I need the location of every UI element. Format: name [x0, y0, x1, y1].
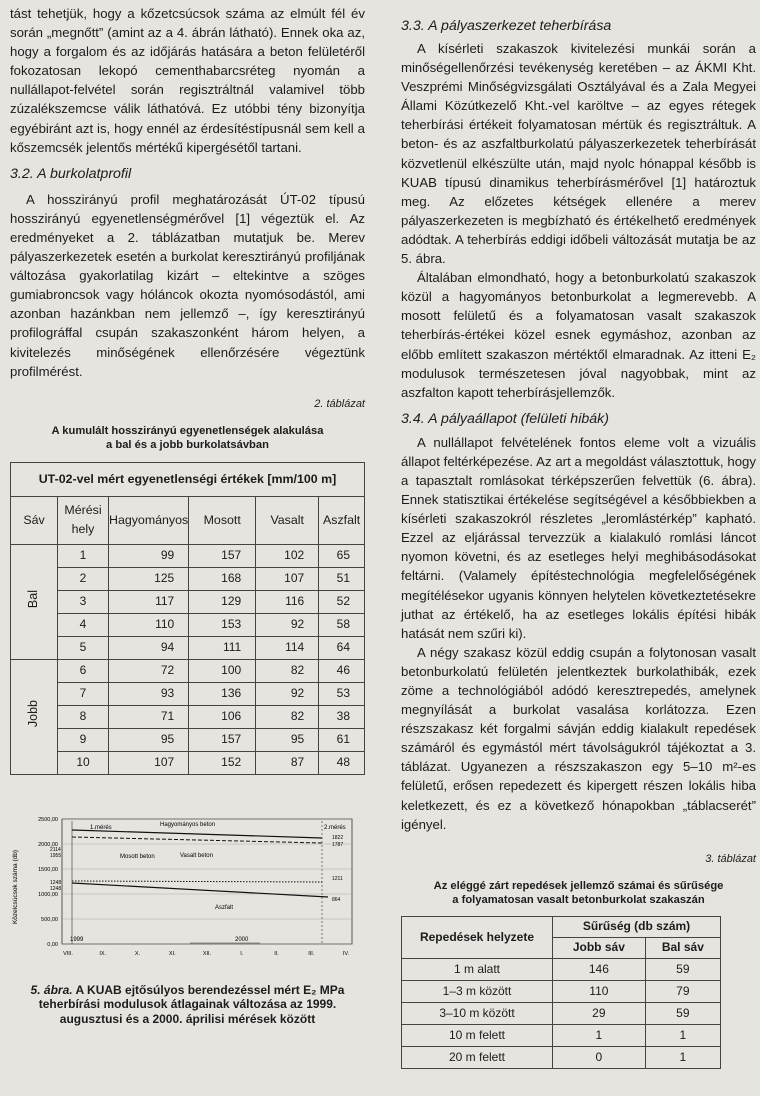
fig5-xtick-label: X. [134, 950, 141, 957]
table-cell: 7 [58, 682, 109, 705]
table-cell: 1 [58, 544, 109, 567]
figure-5-caption [10, 983, 365, 1027]
table-cell: 6 [58, 659, 109, 682]
table-cell: 0 [553, 1046, 646, 1068]
figure-5-chart [10, 813, 365, 961]
table-3 [401, 916, 721, 1069]
table-cell: 59 [645, 1002, 720, 1024]
fig5-caption-text: A KUAB ejtősúlyos berendezéssel mért E₂ MPa teherbírási modulusok átlagainak változása az 1999. augusztusi és a 2000. áprilisi mérések között [38, 982, 345, 1026]
right-column [401, 0, 756, 1069]
fig5-xtick-label: VIII. [63, 950, 73, 957]
left-column [10, 0, 365, 1026]
table-cell: 1 [645, 1024, 720, 1046]
table-cell: 10 m felett [402, 1024, 553, 1046]
table2-col-meresi-hely: Mérési hely [58, 496, 109, 544]
table2-col-hagyomanyos: Hagyományos [109, 496, 189, 544]
table-cell: 51 [319, 567, 365, 590]
table-cell: 79 [645, 980, 720, 1002]
table-cell: 65 [319, 544, 365, 567]
table-cell: 99 [109, 544, 189, 567]
table-cell: 3 [58, 590, 109, 613]
table-cell: 157 [189, 728, 256, 751]
table-cell: 1 [645, 1046, 720, 1068]
fig5-label-hagyomanyos: Hagyományos beton [160, 821, 216, 828]
table3-col-position: Repedések helyzete [402, 916, 553, 958]
table2-col-sav: Sáv [11, 496, 58, 544]
table-cell: 59 [645, 958, 720, 980]
table-cell: 92 [256, 613, 319, 636]
fig5-ytick-label: 1000,00 [38, 891, 58, 898]
fig5-ytick-label: 1500,00 [38, 866, 58, 873]
fig5-ytick-label: 2500,00 [38, 816, 58, 823]
fig5-xticks [63, 951, 349, 957]
fig5-xtick-label: IV. [342, 950, 350, 957]
heading-3-2: 3.2. A burkolatprofil [10, 165, 132, 182]
fig5-year-start: 1999 [70, 936, 84, 943]
fig5-xtick-label: III. [308, 950, 315, 957]
table3-title [401, 879, 756, 908]
table-2 [10, 462, 365, 775]
table-cell: 46 [319, 659, 365, 682]
table-cell: 106 [189, 705, 256, 728]
table-row [11, 682, 365, 705]
fig5-ylabel: Közelcsúcsok száma (db) [12, 849, 19, 924]
table-cell: 82 [256, 659, 319, 682]
table-row [402, 958, 721, 980]
fig5-label-vasalt: Vasalt beton [180, 852, 213, 859]
table-cell: 153 [189, 613, 256, 636]
paragraph-intro: tást tehetjük, hogy a kőzetcsúcsok száma az elmúlt fél év során „megnőtt” (amint az a 4. ábrán látható). Ennek oka az, hogy a forgalom és az időjárás hatására a beton felületéről fokozatosan lekopó cementhabarcsréteg nyomán a nullállapot-felvétel során regisztráltnál valamivel több zúzalékszemcse válik láthatóvá. Ez utóbbi tény bizonyítja egyébiránt azt is, hogy ennél az érdesítéstípusnál sem kell a kőszemcsék jelentős mértékű kipergésétől tartani. [10, 6, 365, 155]
paragraph-3-4b: A négy szakasz közül eddig csupán a folytonosan vasalt betonburkolatú felületén jelentkeztek burkolathibák, ezek zöme a technológiából adódó keresztrepedés, amelynek megnyílását a burkolat vasalása korlátozza. Ezen részszakasz két forgalmi sávján eddig kialakult repedések számáról és egymástól mért távolságukról tájékoztat a 3. táblázat. Ugyanezen a részszakaszon egy 5–10 m²-es felületű, erősen repedezett és kipergett részen lokális hiba keletkezett, és ez a következő hónapokban „táblacserét” igényel. [401, 644, 756, 832]
table-cell: 107 [109, 751, 189, 774]
fig5-label-aszfalt: Aszfalt [215, 904, 234, 911]
table2-title-line2: a bal és a jobb burkolatsávban [106, 439, 269, 452]
fig5-ytick-label: 0,00 [47, 941, 58, 948]
table-cell: 136 [189, 682, 256, 705]
table-cell: 107 [256, 567, 319, 590]
table2-main-header: UT-02-vel mért egyenetlenségi értékek [mm/100 m] [11, 462, 365, 496]
fig5-start-2: 1955 [50, 852, 62, 859]
table-cell: 110 [109, 613, 189, 636]
fig5-mark1-label: 1.mérés [90, 824, 112, 831]
fig5-end-1: 1822 [332, 834, 344, 841]
fig5-caption-num: 5. ábra. [30, 982, 73, 997]
table-cell: 1 [553, 1024, 646, 1046]
fig5-end-2: 1787 [332, 841, 344, 848]
table-cell: 92 [256, 682, 319, 705]
table-row [11, 544, 365, 567]
table-row [11, 728, 365, 751]
table-row [11, 590, 365, 613]
table-cell: 61 [319, 728, 365, 751]
table-cell: 117 [109, 590, 189, 613]
table2-col-vasalt: Vasalt [256, 496, 319, 544]
table-row [402, 980, 721, 1002]
fig5-ytick-label: 500,00 [41, 916, 58, 923]
table2-group-label: Bal [26, 589, 41, 608]
table-cell: 38 [319, 705, 365, 728]
table-cell: 168 [189, 567, 256, 590]
table-cell: 146 [553, 958, 646, 980]
table-row [11, 567, 365, 590]
table-row [11, 613, 365, 636]
fig5-year-end: 2000 [235, 936, 249, 943]
fig5-end-3: 1211 [332, 875, 343, 882]
fig5-ytick-label: 2000,00 [38, 841, 58, 848]
table-row [11, 751, 365, 774]
table-cell: 95 [109, 728, 189, 751]
table-cell: 48 [319, 751, 365, 774]
table-cell: 111 [189, 636, 256, 659]
heading-3-3: 3.3. A pályaszerkezet teherbírása [401, 18, 612, 34]
table3-title-line2: a folyamatosan vasalt betonburkolat szakaszán [452, 894, 705, 907]
table-row [11, 659, 365, 682]
table3-col-jobb: Jobb sáv [553, 937, 646, 958]
table-cell: 4 [58, 613, 109, 636]
fig5-xtick-label: XII. [202, 950, 212, 957]
heading-3-4: 3.4. A pályaállapot (felületi hibák) [401, 410, 609, 427]
paragraph-3-3b: Általában elmondható, hogy a betonburkolatú szakaszok közül a hagyományos betonburkolat a legmerevebb. A mosott felületű és a folyamatosan vasalt szakaszok teherbírás-értékei közel esnek egymáshoz, azonban az előbb említett szakaszon mértéktől elmaradnak. Az itteni E₂ modulusok természetesen jóval nagyobbak, mint az aszfalton kapott teherbírásjellemzők. [401, 270, 756, 400]
table2-body [11, 544, 365, 774]
table-cell: 152 [189, 751, 256, 774]
table-row [11, 705, 365, 728]
table-cell: 1 m alatt [402, 958, 553, 980]
fig5-label-mosott: Mosott beton [120, 853, 155, 860]
fig5-line-vasalt [72, 881, 322, 882]
fig5-line-hagyomanyos [72, 830, 322, 838]
fig5-xtick-label: XI. [168, 950, 176, 957]
table2-group-label: Jobb [26, 700, 41, 728]
paragraph-3-4a: A nullállapot felvételének fontos eleme volt a vizuális állapot feltérképezése. Az art a megoldást választottuk, hogy a tapasztalt romlásokat térképszerűen felvettük (6. ábra). Ennek statisztikai értékelése segítségével a későbbiekben a kísérleti szakaszokról részletes „leromlástérkép” kapható. Ezzel az eljárással tervezzük a kialakuló romlási láncot nyomon követni, és az esetleges helyi meghibásodásokat feltárni. (Valamely építéstechnológia megfelelőségének megítélésekor ugyanis könnyen helytelen következtetésekre juthat az értékelő, ha az esetleges lokális építési hibák hatását nem szűri ki). [401, 434, 756, 641]
table2-title-line1: A kumulált hosszirányú egyenetlenségek alakulása [51, 424, 324, 437]
table-cell: 114 [256, 636, 319, 659]
table-cell: 110 [553, 980, 646, 1002]
table-cell: 102 [256, 544, 319, 567]
table-cell: 87 [256, 751, 319, 774]
table-cell: 1–3 m között [402, 980, 553, 1002]
table-cell: 53 [319, 682, 365, 705]
table-cell: 3–10 m között [402, 1002, 553, 1024]
table3-col-bal: Bal sáv [645, 937, 720, 958]
table-cell: 8 [58, 705, 109, 728]
table-cell: 9 [58, 728, 109, 751]
table-row [402, 1002, 721, 1024]
table-row [402, 1024, 721, 1046]
table-cell: 125 [109, 567, 189, 590]
fig5-end-4: 864 [332, 896, 341, 903]
table-cell: 29 [553, 1002, 646, 1024]
table-cell: 157 [189, 544, 256, 567]
table-cell: 58 [319, 613, 365, 636]
table3-col-density: Sűrűség (db szám) [553, 916, 721, 937]
fig5-start-3: 1248 [50, 879, 62, 886]
table-row [402, 1046, 721, 1068]
table-cell: 82 [256, 705, 319, 728]
table-cell: 71 [109, 705, 189, 728]
table2-title [10, 424, 365, 453]
paragraph-3-2: A hosszirányú profil meghatározását ÚT-02 típusú hosszirányú egyenetlenségmérővel [1] végeztük el. Az eredményeket a 2. táblázatban mutatjuk be. Merev pályaszerkezetek esetén a burkolat keresztirányú profiljának változása gyakorlatilag kizárt – eltekintve a szöges gumiabroncsok vagy hóláncok okozta nyomósodástól, ami azonban hazánkban nem jellemző –, így keresztirányú profilográffal csupán szakaszonként három helyen, a kivitelezés minőségének ellenőrzésére végeztünk profilmérést. [10, 191, 365, 379]
fig5-xtick-label: II. [274, 950, 279, 957]
table-cell: 52 [319, 590, 365, 613]
table-cell: 100 [189, 659, 256, 682]
paragraph-3-3a: A kísérleti szakaszok kivitelezési munkái során a minőségellenőrzési tevékenység keretében – az ÁKMI Kht. Veszprémi Minőségvizsgálati Osztályával és a Zala Megyei Állami Közútkezelő Kht.-vel karöltve – az egyes rétegek teherbírási értékeit folyamatosan mértük és regisztráltuk. A beton- és az aszfaltburkolatú pályaszerkezetek teherbírását közvetlenül elkészülte után, majd nyolc hónappal később is KUAB típusú dinamikus teherbírásmérővel [1] határoztuk meg. Az előzetes kétségek ellenére a merev pályaszerkezeten is megbízható és értékelhető eredmények adódtak. A teherbírás eddigi időbeli változását mutatja be az 5. ábra. [401, 41, 756, 267]
table-cell: 64 [319, 636, 365, 659]
table-cell: 93 [109, 682, 189, 705]
fig5-mark2-label: 2.mérés [324, 824, 346, 831]
table2-col-mosott: Mosott [189, 496, 256, 544]
table-cell: 129 [189, 590, 256, 613]
table-cell: 20 m felett [402, 1046, 553, 1068]
table-cell: 5 [58, 636, 109, 659]
table-cell: 72 [109, 659, 189, 682]
table2-col-aszfalt: Aszfalt [319, 496, 365, 544]
table-cell: 116 [256, 590, 319, 613]
table-cell: 10 [58, 751, 109, 774]
fig5-xtick-label: I. [240, 950, 244, 957]
fig5-start-1: 2114 [50, 846, 61, 853]
table2-group-cell [11, 659, 58, 774]
fig5-line-mosott [72, 837, 322, 843]
fig5-xtick-label: IX. [99, 950, 107, 957]
table3-body [402, 958, 721, 1068]
table-cell: 2 [58, 567, 109, 590]
fig5-line-aszfalt [72, 883, 328, 897]
table3-title-line1: Az eléggé zárt repedések jellemző számai és sűrűsége [433, 879, 724, 892]
table-cell: 94 [109, 636, 189, 659]
table2-label: 2. táblázat [314, 397, 365, 410]
table3-label: 3. táblázat [705, 852, 756, 865]
fig5-start-4: 1248 [50, 885, 62, 892]
table-cell: 95 [256, 728, 319, 751]
table-row [11, 636, 365, 659]
table2-group-cell [11, 544, 58, 659]
